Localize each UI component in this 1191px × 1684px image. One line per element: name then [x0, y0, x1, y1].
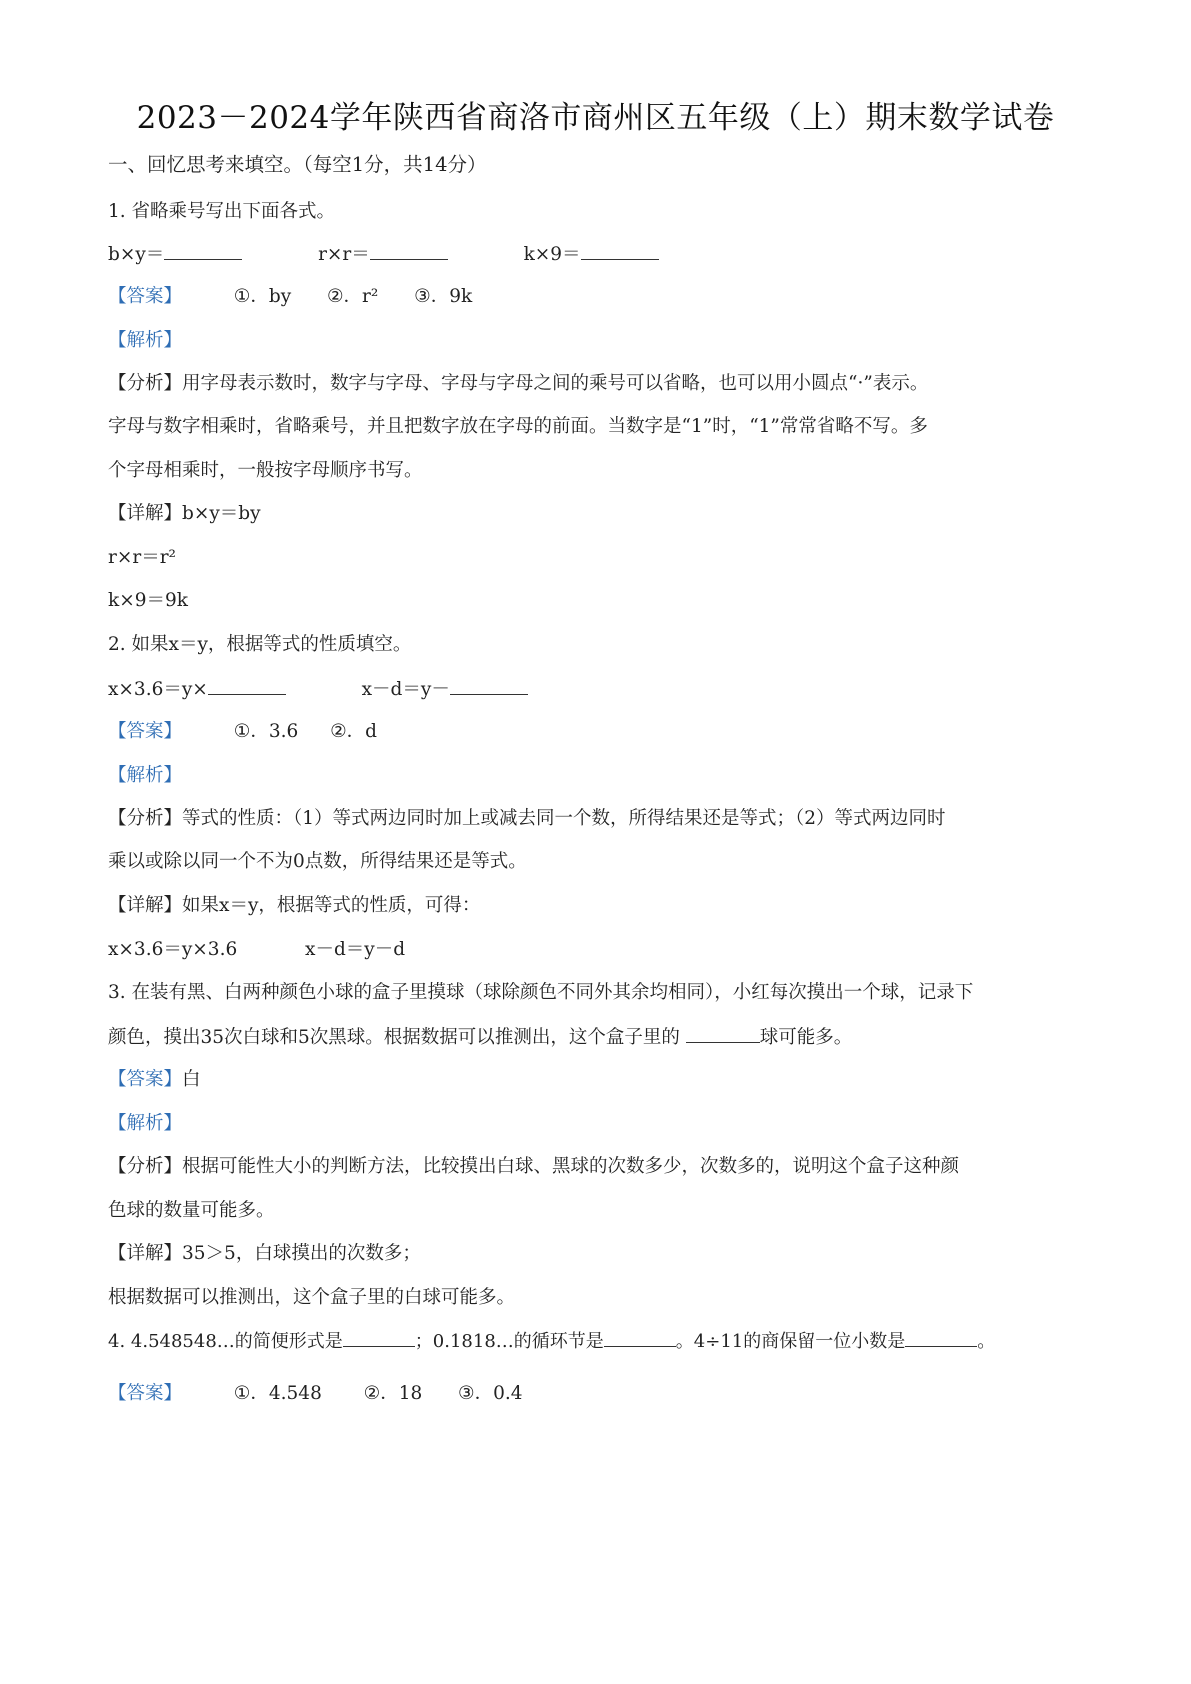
q4-stem-part-4: 。: [977, 1331, 996, 1352]
answer-label: 【答案】: [108, 1069, 183, 1090]
q1-fenxi-2: 字母与数字相乘时，省略乘号，并且把数字放在字母的前面。当数字是“1”时，“1”常常省略不写。多: [108, 416, 928, 437]
q1-expr-2: r×r＝: [318, 244, 370, 265]
section-heading: 一、回忆思考来填空。（每空1分，共14分）: [108, 153, 487, 176]
q1-answer-2: ②．r²: [326, 286, 379, 307]
q3-stem-1: 3. 在装有黑、白两种颜色小球的盒子里摸球（球除颜色不同外其余均相同），小红每次摸出一个球，记录下: [108, 982, 974, 1003]
q3-xiangjie-2: 根据数据可以推测出，这个盒子里的白球可能多。: [108, 1287, 516, 1308]
fenxi-label: 【分析】: [108, 1156, 183, 1177]
q2-answer-row: [108, 719, 377, 745]
page-title: 2023－2024学年陕西省商洛市商州区五年级（上）期末数学试卷: [136, 100, 1055, 136]
q2-xiangjie-text-1: 如果x＝y，根据等式的性质，可得：: [182, 895, 481, 916]
q2-xiangjie-text-3: x－d＝y－d: [305, 939, 406, 960]
q2-answer-1: ①．3.6: [233, 721, 299, 742]
fenxi-label: 【分析】: [108, 808, 183, 829]
q3-xiangjie-1: [108, 1241, 421, 1267]
q4-stem-part-2: ；0.1818…的循环节是: [414, 1331, 604, 1352]
q4-blank-1: [343, 1328, 415, 1347]
q3-stem-2: [108, 1024, 852, 1051]
answer-label: 【答案】: [108, 286, 183, 307]
q1-answer-row: [108, 284, 472, 310]
q2-blank-1: [208, 676, 286, 695]
jiexi-label: 【解析】: [108, 1113, 183, 1134]
q3-fenxi-1: [108, 1154, 959, 1180]
xiangjie-label: 【详解】: [108, 1243, 183, 1264]
q2-fenxi-2: 乘以或除以同一个不为0点数，所得结果还是等式。: [108, 851, 527, 872]
q1-stem: 1. 省略乘号写出下面各式。: [108, 201, 336, 222]
q4-answer-3: ③．0.4: [458, 1383, 523, 1404]
q4-answer-2: ②．18: [363, 1383, 423, 1404]
q1-expr-1: b×y＝: [108, 244, 165, 265]
q2-answer-2: ②．d: [330, 721, 378, 742]
q4-answer-1: ①．4.548: [233, 1383, 322, 1404]
q1-blank-2: [370, 241, 448, 260]
q3-stem-text-3: 球可能多。: [759, 1027, 853, 1048]
q1-blank-1: [164, 241, 242, 260]
q2-stem: 2. 如果x＝y，根据等式的性质填空。: [108, 634, 412, 655]
q4-stem-part-1: 4. 4.548548…的简便形式是: [108, 1331, 343, 1352]
q4-answer-row: [108, 1381, 523, 1407]
q1-blank-3: [581, 241, 659, 260]
answer-label: 【答案】: [108, 1383, 183, 1404]
q1-fenxi-text-1: 用字母表示数时，数字与字母、字母与字母之间的乘号可以省略，也可以用小圆点“·”表示。: [182, 373, 929, 394]
q3-answer-row: [108, 1067, 201, 1093]
q1-xiangjie-text-1: b×y＝by: [182, 503, 261, 524]
q2-expr-1: x×3.6＝y×: [108, 679, 208, 700]
xiangjie-label: 【详解】: [108, 895, 183, 916]
q2-xiangjie-2: [108, 937, 405, 963]
q1-fenxi-3: 个字母相乘时，一般按字母顺序书写。: [108, 460, 423, 481]
q2-expr-2: x－d＝y－: [361, 679, 450, 700]
q3-fenxi-2: 色球的数量可能多。: [108, 1200, 275, 1221]
answer-label: 【答案】: [108, 721, 183, 742]
jiexi-label: 【解析】: [108, 765, 183, 786]
q2-fenxi-1: [108, 806, 946, 832]
q3-answer: 白: [182, 1069, 201, 1090]
q1-answer-3: ③．9k: [414, 286, 473, 307]
jiexi-label: 【解析】: [108, 330, 183, 351]
q1-answer-1: ①．by: [233, 286, 292, 307]
q1-fenxi-1: [108, 371, 928, 397]
q2-fenxi-text-1: 等式的性质：（1）等式两边同时加上或减去同一个数，所得结果还是等式；（2）等式两边同时: [182, 808, 946, 829]
q1-xiangjie-1: [108, 501, 261, 527]
q3-fenxi-text-1: 根据可能性大小的判断方法，比较摸出白球、黑球的次数多少，次数多的，说明这个盒子这种颜: [182, 1156, 960, 1177]
q1-exprs: [108, 241, 659, 268]
fenxi-label: 【分析】: [108, 373, 183, 394]
q2-exprs: [108, 676, 528, 703]
q2-xiangjie-1: [108, 893, 480, 919]
q3-blank: [686, 1024, 760, 1043]
q2-xiangjie-text-2: x×3.6＝y×3.6: [108, 939, 238, 960]
q4-blank-2: [604, 1328, 676, 1347]
q3-xiangjie-text-1: 35＞5，白球摸出的次数多；: [182, 1243, 421, 1264]
q4-stem: [108, 1328, 995, 1355]
q2-blank-2: [450, 676, 528, 695]
q1-expr-3: k×9＝: [523, 244, 581, 265]
xiangjie-label: 【详解】: [108, 503, 183, 524]
q4-stem-part-3: 。4÷11的商保留一位小数是: [675, 1331, 906, 1352]
q3-stem-text-2: 颜色，摸出35次白球和5次黑球。根据数据可以推测出，这个盒子里的: [108, 1027, 680, 1048]
q4-blank-3: [905, 1328, 977, 1347]
q1-xiangjie-2: r×r＝r²: [108, 547, 176, 568]
q1-xiangjie-3: k×9＝9k: [108, 590, 188, 611]
